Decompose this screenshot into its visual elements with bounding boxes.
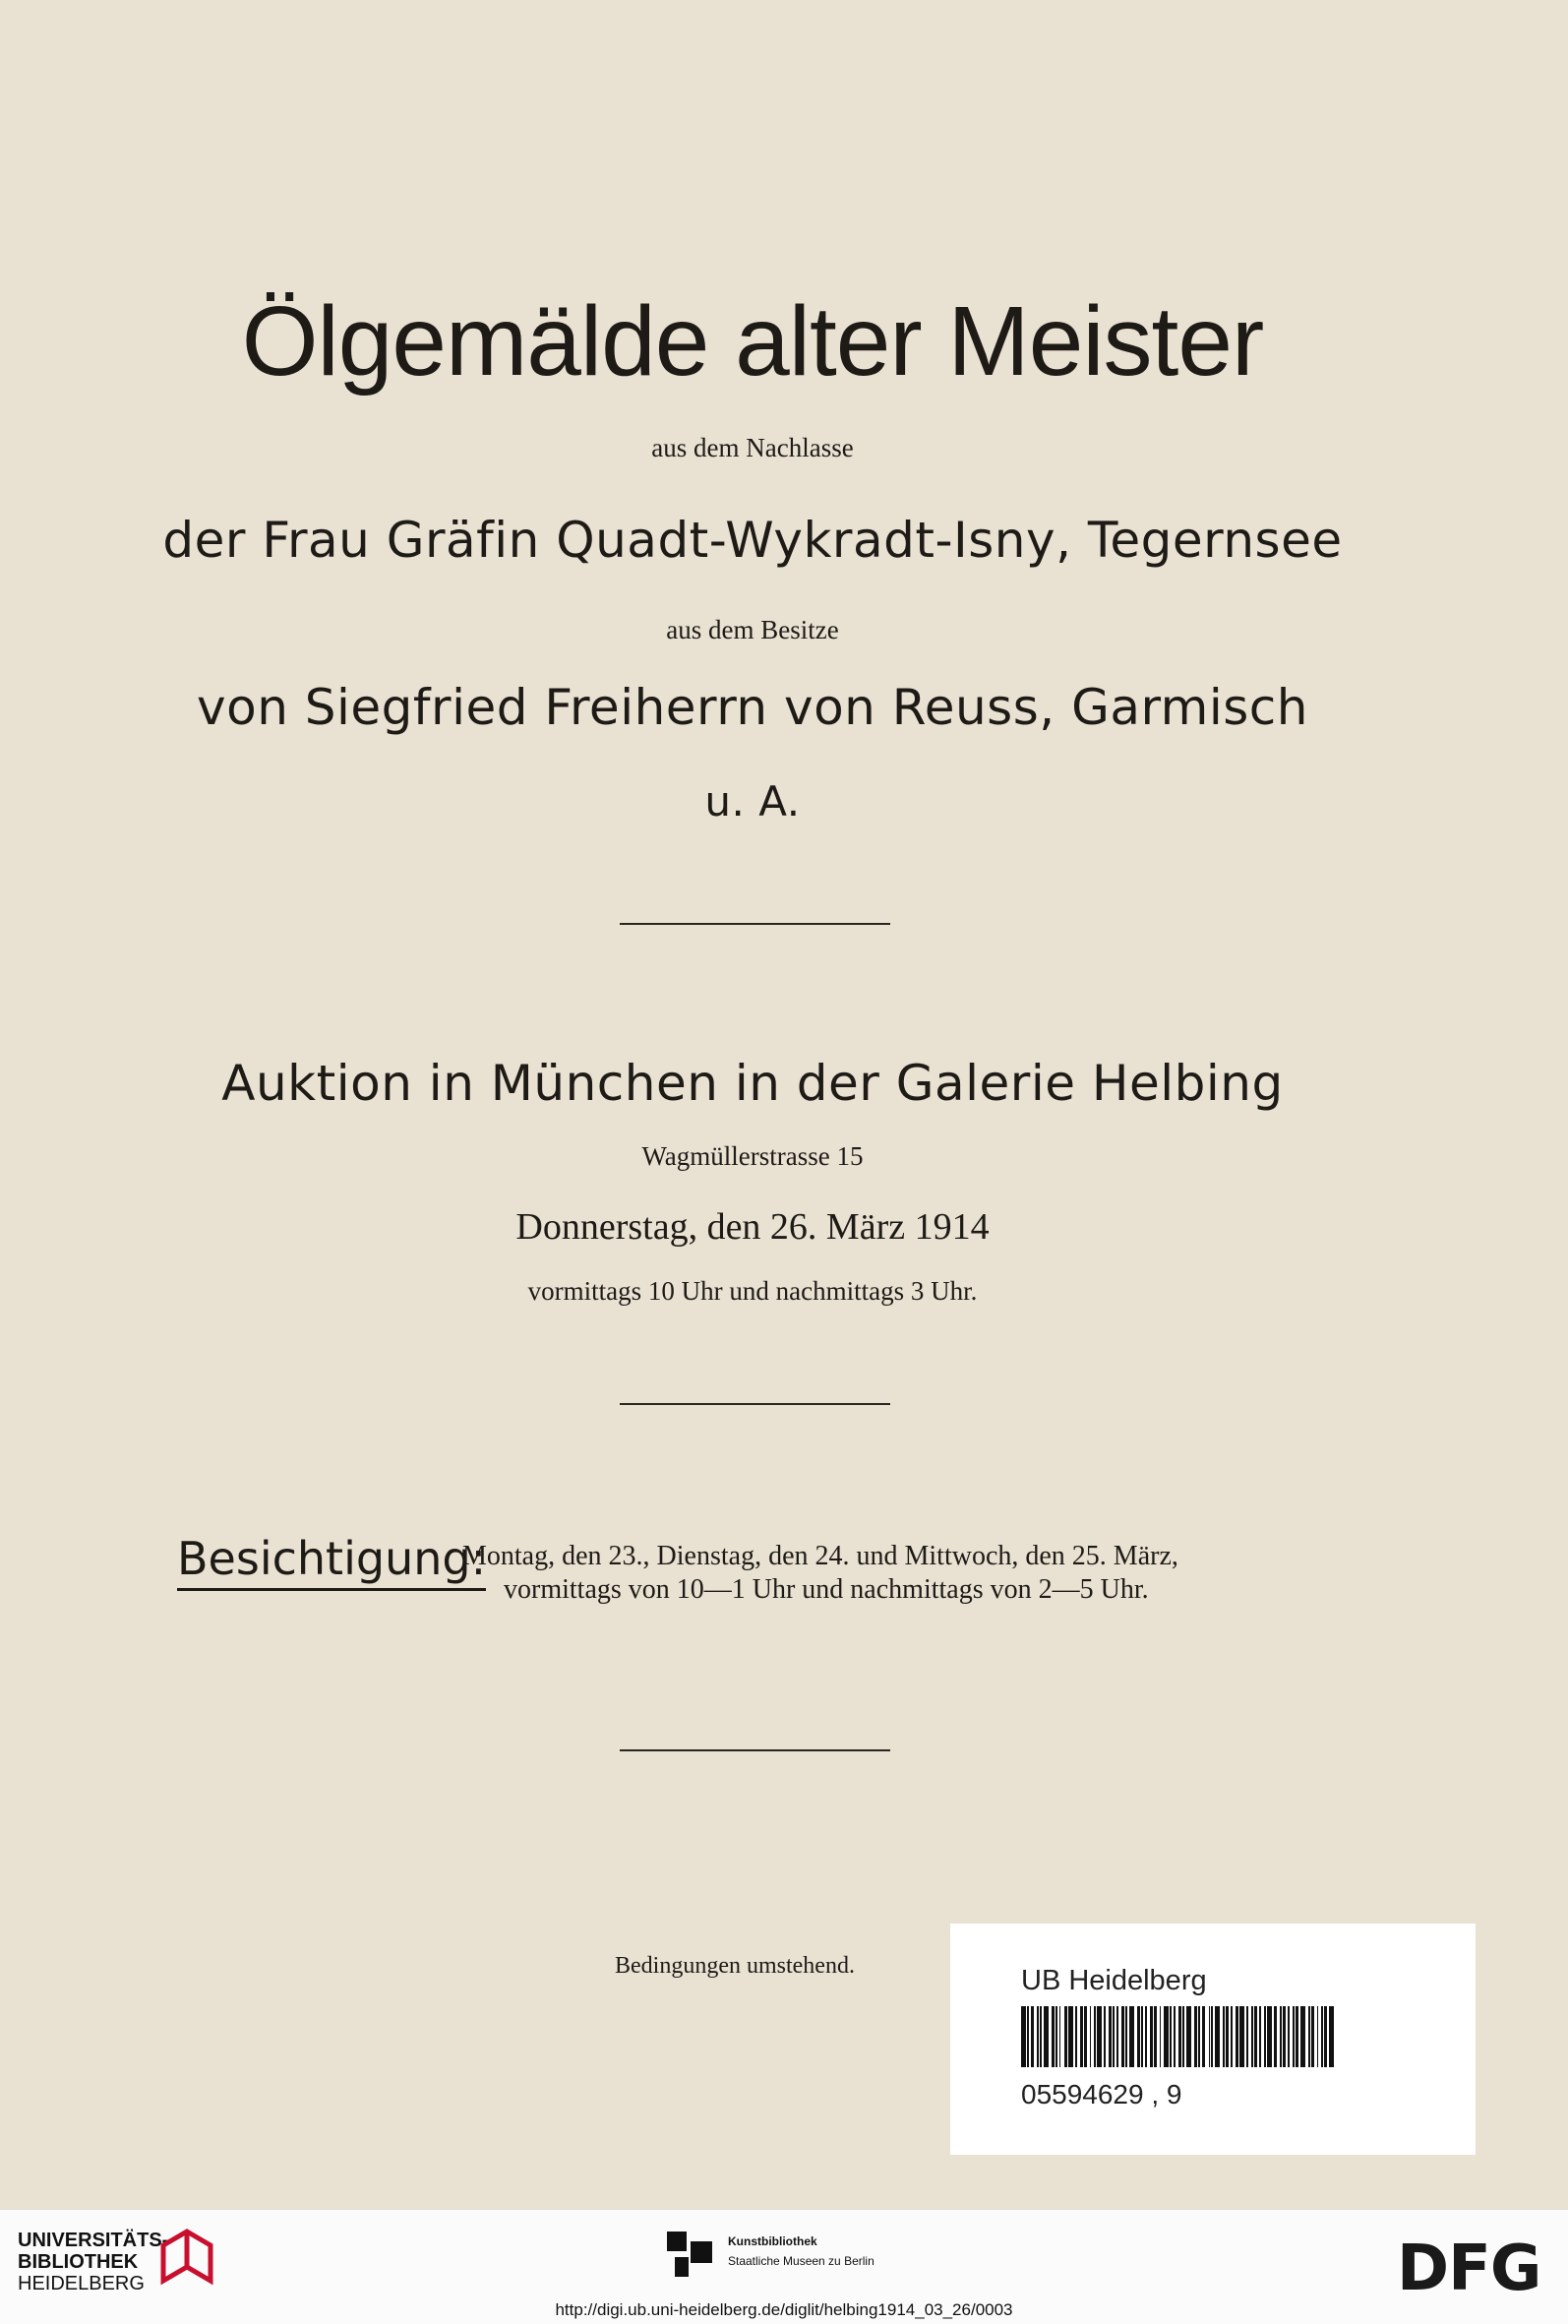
barcode-bar xyxy=(1288,2006,1290,2067)
barcode-bar xyxy=(1094,2006,1096,2067)
barcode-bar xyxy=(1104,2006,1106,2067)
auction-date: Donnerstag, den 26. März 1914 xyxy=(515,1206,990,1248)
shelf-number: 05594629 , 9 xyxy=(1021,2079,1182,2110)
barcode-bar xyxy=(1178,2006,1181,2067)
barcode-bar xyxy=(1215,2006,1220,2067)
kunstbibliothek-logo-icon xyxy=(667,2232,712,2277)
barcode-bar xyxy=(1141,2006,1143,2067)
barcode-bar xyxy=(1059,2006,1061,2067)
barcode-bar xyxy=(1150,2006,1153,2067)
barcode-bar xyxy=(1160,2006,1162,2067)
barcode-bar xyxy=(1027,2006,1029,2067)
barcode-bar xyxy=(1055,2006,1057,2067)
footer-bar xyxy=(0,2209,1568,2324)
barcode-bar xyxy=(1209,2006,1211,2067)
library-label xyxy=(950,1924,1476,2155)
page-url[interactable]: http://digi.ub.uni-heidelberg.de/diglit/helbing1914_03_26/0003 xyxy=(555,2300,1013,2319)
barcode-bar xyxy=(1037,2006,1039,2067)
divider-3 xyxy=(620,1749,890,1751)
barcode xyxy=(1021,2006,1354,2067)
subtitle-nachlasse: aus dem Nachlasse xyxy=(651,433,854,462)
auction-times: vormittags 10 Uhr und nachmittags 3 Uhr. xyxy=(527,1276,978,1306)
barcode-bar xyxy=(1211,2006,1213,2067)
gallery-address: Wagmüllerstrasse 15 xyxy=(641,1141,864,1171)
barcode-bar xyxy=(1068,2006,1073,2067)
barcode-bar xyxy=(1044,2006,1049,2067)
viewing-line-2: vormittags von 10—1 Uhr und nachmittags von 2—5 Uhr. xyxy=(504,1574,1149,1605)
university-library-name: UNIVERSITÄTS- BIBLIOTHEK HEIDELBERG xyxy=(18,2230,169,2294)
barcode-bar xyxy=(1170,2006,1172,2067)
barcode-bar xyxy=(1021,2006,1026,2067)
barcode-bar xyxy=(1231,2006,1233,2067)
barcode-bar xyxy=(1116,2006,1118,2067)
barcode-bar xyxy=(1040,2006,1042,2067)
barcode-bar xyxy=(1121,2006,1124,2067)
barcode-bar xyxy=(1174,2006,1176,2067)
barcode-bar xyxy=(1321,2006,1323,2067)
barcode-bar xyxy=(1254,2006,1257,2067)
barcode-bar xyxy=(1308,2006,1310,2067)
barcode-bar xyxy=(1226,2006,1229,2067)
barcode-bar xyxy=(1324,2006,1327,2067)
barcode-bar xyxy=(1064,2006,1067,2067)
barcode-bar xyxy=(1164,2006,1169,2067)
barcode-bar xyxy=(1300,2006,1305,2067)
barcode-bar xyxy=(1251,2006,1253,2067)
auction-heading: Auktion in München in der Galerie Helbing xyxy=(221,1055,1284,1112)
viewing-label: Besichtigung: xyxy=(177,1535,486,1591)
barcode-bar xyxy=(1109,2006,1112,2067)
barcode-bar xyxy=(1293,2006,1295,2067)
barcode-bar xyxy=(1084,2006,1087,2067)
barcode-bar xyxy=(1267,2006,1272,2067)
barcode-bar xyxy=(1329,2006,1334,2067)
viewing-times xyxy=(462,1540,1318,1607)
barcode-bar xyxy=(1097,2006,1102,2067)
provenance-line-1: der Frau Gräfin Quadt-Wykradt-Isny, Tegernsee xyxy=(162,512,1343,569)
barcode-bar xyxy=(1283,2006,1286,2067)
barcode-bar xyxy=(1090,2006,1092,2067)
barcode-bar xyxy=(1075,2006,1077,2067)
barcode-bar xyxy=(1264,2006,1266,2067)
barcode-bar xyxy=(1236,2006,1238,2067)
barcode-bar xyxy=(1194,2006,1197,2067)
barcode-bar xyxy=(1274,2006,1277,2067)
library-name: UB Heidelberg xyxy=(1021,1965,1207,1996)
barcode-bar xyxy=(1154,2006,1157,2067)
barcode-bar xyxy=(1052,2006,1055,2067)
barcode-bar xyxy=(1125,2006,1127,2067)
barcode-bar xyxy=(1080,2006,1083,2067)
barcode-bar xyxy=(1198,2006,1200,2067)
barcode-bar xyxy=(1311,2006,1314,2067)
barcode-bar xyxy=(1137,2006,1140,2067)
viewing-line-1: Montag, den 23., Dienstag, den 24. und Mittwoch, den 25. März, xyxy=(462,1541,1178,1571)
provenance-line-2: von Siegfried Freiherrn von Reuss, Garmisch xyxy=(197,679,1308,736)
barcode-bar xyxy=(1317,2006,1319,2067)
barcode-bar xyxy=(1296,2006,1298,2067)
catalog-title: Ölgemälde alter Meister xyxy=(241,286,1264,397)
barcode-bar xyxy=(1202,2006,1205,2067)
divider-1 xyxy=(620,923,890,925)
barcode-bar xyxy=(1031,2006,1034,2067)
barcode-bar xyxy=(1113,2006,1115,2067)
barcode-bar xyxy=(1129,2006,1134,2067)
subtitle-besitze: aus dem Besitze xyxy=(666,615,839,644)
conditions-note: Bedingungen umstehend. xyxy=(615,1953,855,1979)
barcode-bar xyxy=(1239,2006,1244,2067)
barcode-bar xyxy=(1259,2006,1261,2067)
barcode-bar xyxy=(1246,2006,1248,2067)
provenance-line-3: u. A. xyxy=(704,777,801,826)
kunstbibliothek-text: Kunstbibliothek Staatliche Museen zu Berlin xyxy=(728,2234,874,2268)
barcode-bar xyxy=(1280,2006,1282,2067)
university-logo-icon xyxy=(157,2224,216,2287)
barcode-bar xyxy=(1182,2006,1184,2067)
barcode-bar xyxy=(1145,2006,1147,2067)
barcode-bar xyxy=(1186,2006,1191,2067)
barcode-bar xyxy=(1223,2006,1225,2067)
dfg-logo: DFG xyxy=(1397,2232,1541,2305)
divider-2 xyxy=(620,1403,890,1405)
